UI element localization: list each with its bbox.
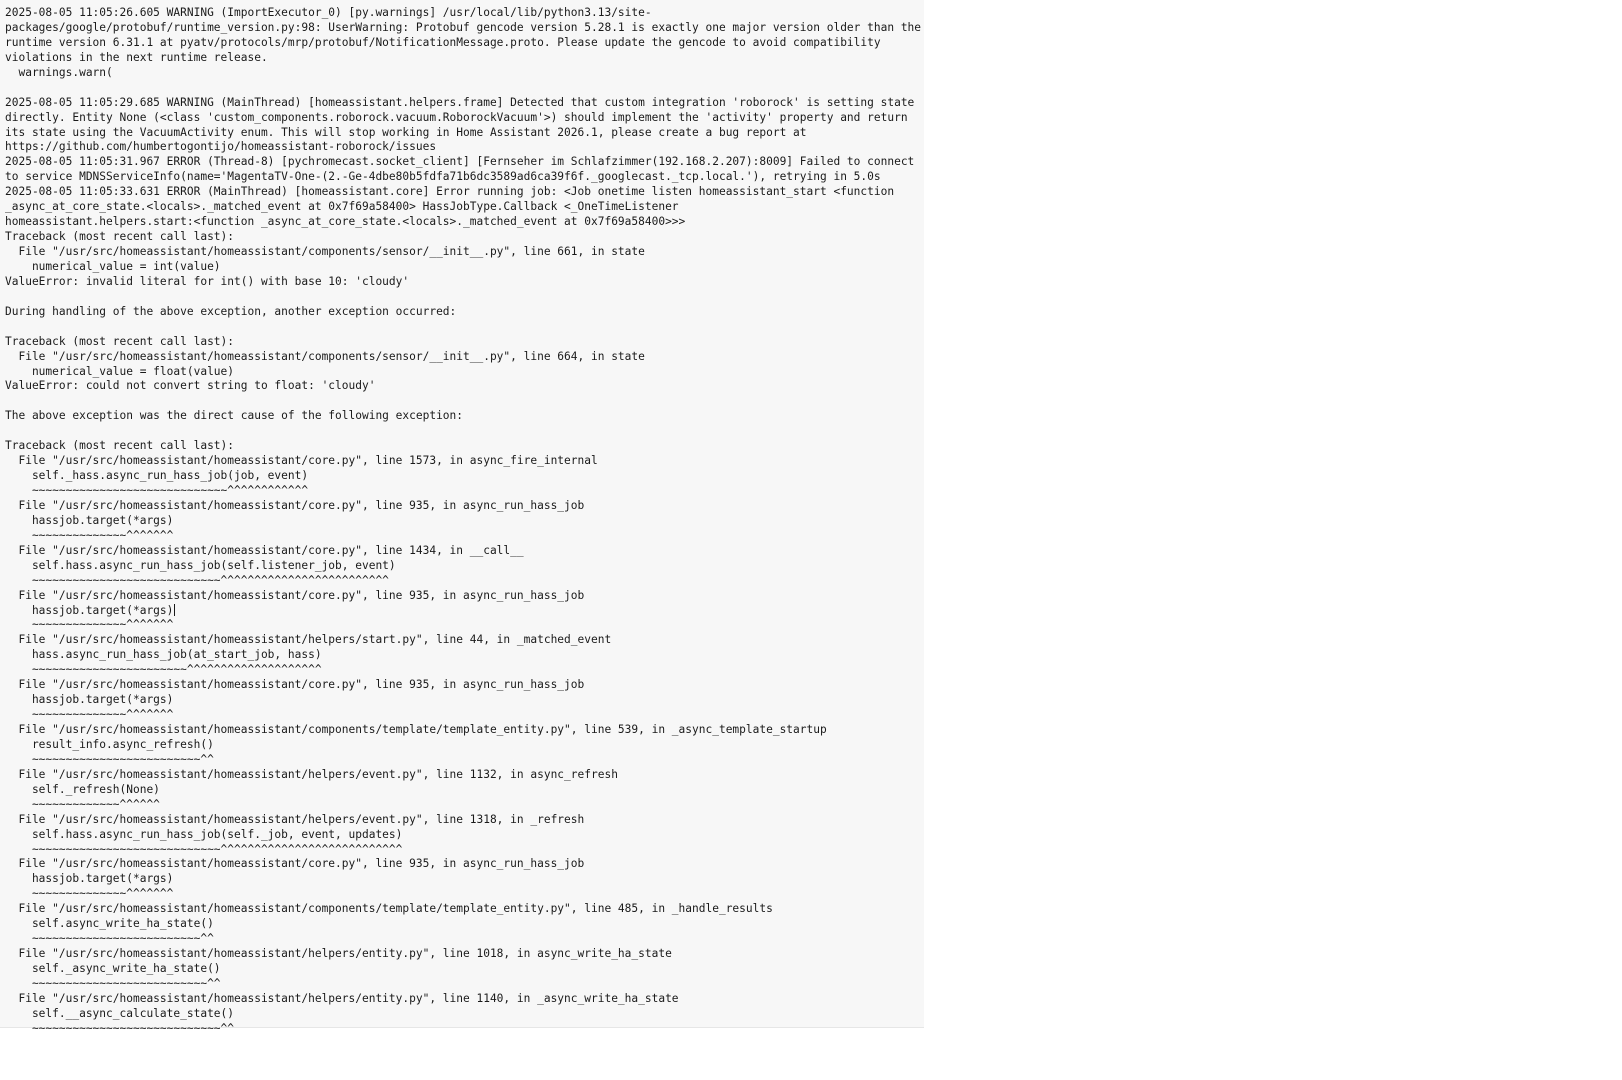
log-line: File "/usr/src/homeassistant/homeassistant/core.py", line 935, in async_run_hass_job (5, 498, 585, 512)
log-line: hassjob.target(*args) (5, 603, 174, 617)
log-line: ValueError: invalid literal for int() with base 10: 'cloudy' (5, 274, 410, 288)
log-line: ~~~~~~~~~~~~~~~~~~~~~~~~~~~~^^^^^^^^^^^^^^^^^^^^^^^^^^^ (5, 842, 403, 856)
log-line: File "/usr/src/homeassistant/homeassistant/core.py", line 1434, in __call__ (5, 543, 524, 557)
log-line: self._async_write_ha_state() (5, 962, 221, 975)
log-line: File "/usr/src/homeassistant/homeassistant/core.py", line 935, in async_run_hass_job (5, 588, 585, 602)
log-line: Traceback (most recent call last): (5, 439, 235, 453)
log-line: File "/usr/src/homeassistant/homeassistant/helpers/event.py", line 1132, in async_refresh (5, 767, 618, 781)
log-line: ~~~~~~~~~~~~~^^^^^^ (5, 797, 160, 811)
log-line: ~~~~~~~~~~~~~~^^^^^^^ (5, 618, 174, 632)
log-line: Traceback (most recent call last): (5, 334, 235, 348)
log-line: ~~~~~~~~~~~~~~~~~~~~~~~~~^^ (5, 932, 214, 946)
log-line: self._hass.async_run_hass_job(job, event) (5, 469, 309, 483)
log-line (5, 424, 924, 439)
log-line (5, 394, 924, 409)
log-line: self.hass.async_run_hass_job(self.listener_job, event) (5, 558, 396, 572)
log-line: File "/usr/src/homeassistant/homeassistant/helpers/event.py", line 1318, in _refresh (5, 812, 585, 826)
log-line: https://github.com/humbertogontijo/homeassistant-roborock/issues (5, 140, 437, 154)
log-line: hass.async_run_hass_job(at_start_job, hass) (5, 648, 322, 662)
log-line: File "/usr/src/homeassistant/homeassistant/helpers/start.py", line 44, in _matched_event (5, 633, 612, 647)
log-line: self._refresh(None) (5, 782, 160, 796)
log-line: homeassistant.helpers.start:<function _async_at_core_state.<locals>._matched_event at 0x7f69a58400>>> (5, 215, 686, 229)
log-line: ~~~~~~~~~~~~~~~~~~~~~~~~~^^ (5, 752, 214, 766)
log-line: File "/usr/src/homeassistant/homeassistant/components/template/template_entity.py", line 485, in _handle_results (5, 902, 773, 916)
log-line: ~~~~~~~~~~~~~~~~~~~~~~~^^^^^^^^^^^^^^^^^^^^ (5, 663, 322, 677)
log-line: warnings.warn( (5, 65, 113, 79)
log-line: directly. Entity None (<class 'custom_components.roborock.vacuum.RoborockVacuum'>) should implement the 'activity' property and return (5, 110, 908, 124)
log-line: File "/usr/src/homeassistant/homeassistant/components/sensor/__init__.py", line 661, in state (5, 245, 645, 258)
log-line: 2025-08-05 11:05:33.631 ERROR (MainThread) [homeassistant.core] Error running job: <Job onetime listen homeassistant_start <function (5, 185, 895, 199)
log-line: During handling of the above exception, another exception occurred: (5, 304, 457, 318)
log-line: 2025-08-05 11:05:31.967 ERROR (Thread-8) [pychromecast.socket_client] [Fernseher im Schlafzimmer(192.168.2.207):8009] Failed to connect (5, 155, 915, 169)
log-line: ~~~~~~~~~~~~~~^^^^^^^ (5, 528, 174, 542)
log-line: File "/usr/src/homeassistant/homeassistant/components/template/template_entity.py", line 539, in _async_template_startup (5, 723, 827, 736)
log-line: packages/google/protobuf/runtime_version.py:98: UserWarning: Protobuf gencode version 5.28.1 is exactly one major version older than the (5, 20, 922, 34)
log-line: result_info.async_refresh() (5, 737, 214, 751)
log-line: numerical_value = float(value) (5, 364, 235, 378)
log-line: numerical_value = int(value) (5, 259, 221, 273)
log-line: hassjob.target(*args) (5, 693, 174, 707)
log-line: 2025-08-05 11:05:29.685 WARNING (MainThread) [homeassistant.helpers.frame] Detected that custom integration 'roborock' is setting state (5, 95, 915, 109)
log-line: self.__async_calculate_state() (5, 1006, 235, 1020)
log-line (5, 81, 924, 96)
log-line: ~~~~~~~~~~~~~~~~~~~~~~~~~~^^ (5, 976, 221, 990)
log-line: File "/usr/src/homeassistant/homeassistant/core.py", line 935, in async_run_hass_job (5, 678, 585, 692)
log-line: ~~~~~~~~~~~~~~~~~~~~~~~~~~~~^^ (5, 1021, 235, 1035)
log-line: File "/usr/src/homeassistant/homeassistant/components/sensor/__init__.py", line 664, in state (5, 349, 645, 363)
log-line: violations in the next runtime release. (5, 50, 268, 64)
log-line: Traceback (most recent call last): (5, 230, 235, 244)
log-line: ~~~~~~~~~~~~~~~~~~~~~~~~~~~~^^^^^^^^^^^^^^^^^^^^^^^^^ (5, 573, 389, 587)
log-line: self.hass.async_run_hass_job(self._job, event, updates) (5, 827, 403, 841)
log-line: ~~~~~~~~~~~~~~^^^^^^^ (5, 887, 174, 901)
log-line: File "/usr/src/homeassistant/homeassistant/helpers/entity.py", line 1018, in async_write_ha_state (5, 947, 672, 961)
log-line: File "/usr/src/homeassistant/homeassistant/helpers/entity.py", line 1140, in _async_write_ha_state (5, 991, 679, 1005)
log-line: hassjob.target(*args) (5, 513, 174, 527)
log-line: The above exception was the direct cause of the following exception: (5, 409, 464, 423)
log-line: ~~~~~~~~~~~~~~~~~~~~~~~~~~~~~^^^^^^^^^^^^ (5, 484, 309, 497)
log-line: its state using the VacuumActivity enum. This will stop working in Home Assistant 2026.1, please create a bug report at (5, 125, 807, 139)
log-line (5, 320, 924, 335)
log-line: self.async_write_ha_state() (5, 917, 214, 931)
log-line: 2025-08-05 11:05:26.605 WARNING (ImportExecutor_0) [py.warnings] /usr/local/lib/python3.13/site- (5, 6, 652, 19)
log-line: hassjob.target(*args) (5, 872, 174, 886)
log-line: _async_at_core_state.<locals>._matched_event at 0x7f69a58400> HassJobType.Callback <_OneTimeListener (5, 200, 679, 214)
log-line: File "/usr/src/homeassistant/homeassistant/core.py", line 935, in async_run_hass_job (5, 857, 585, 871)
log-line: runtime version 6.31.1 at pyatv/protocols/mrp/protobuf/NotificationMessage.proto. Please update the gencode to avoid compatibility (5, 35, 881, 49)
log-line: File "/usr/src/homeassistant/homeassistant/core.py", line 1573, in async_fire_internal (5, 454, 598, 468)
log-line: ~~~~~~~~~~~~~~^^^^^^^ (5, 708, 174, 722)
log-line: ValueError: could not convert string to float: 'cloudy' (5, 379, 376, 393)
text-cursor (174, 604, 175, 616)
log-line (5, 290, 924, 305)
log-line: to service MDNSServiceInfo(name='MagentaTV-One-(2.-Ge-4dbe80b5fdfa71b6dc3589ad6ca39f6f._googlecast._tcp.local.'), retrying in 5.0s (5, 170, 881, 184)
